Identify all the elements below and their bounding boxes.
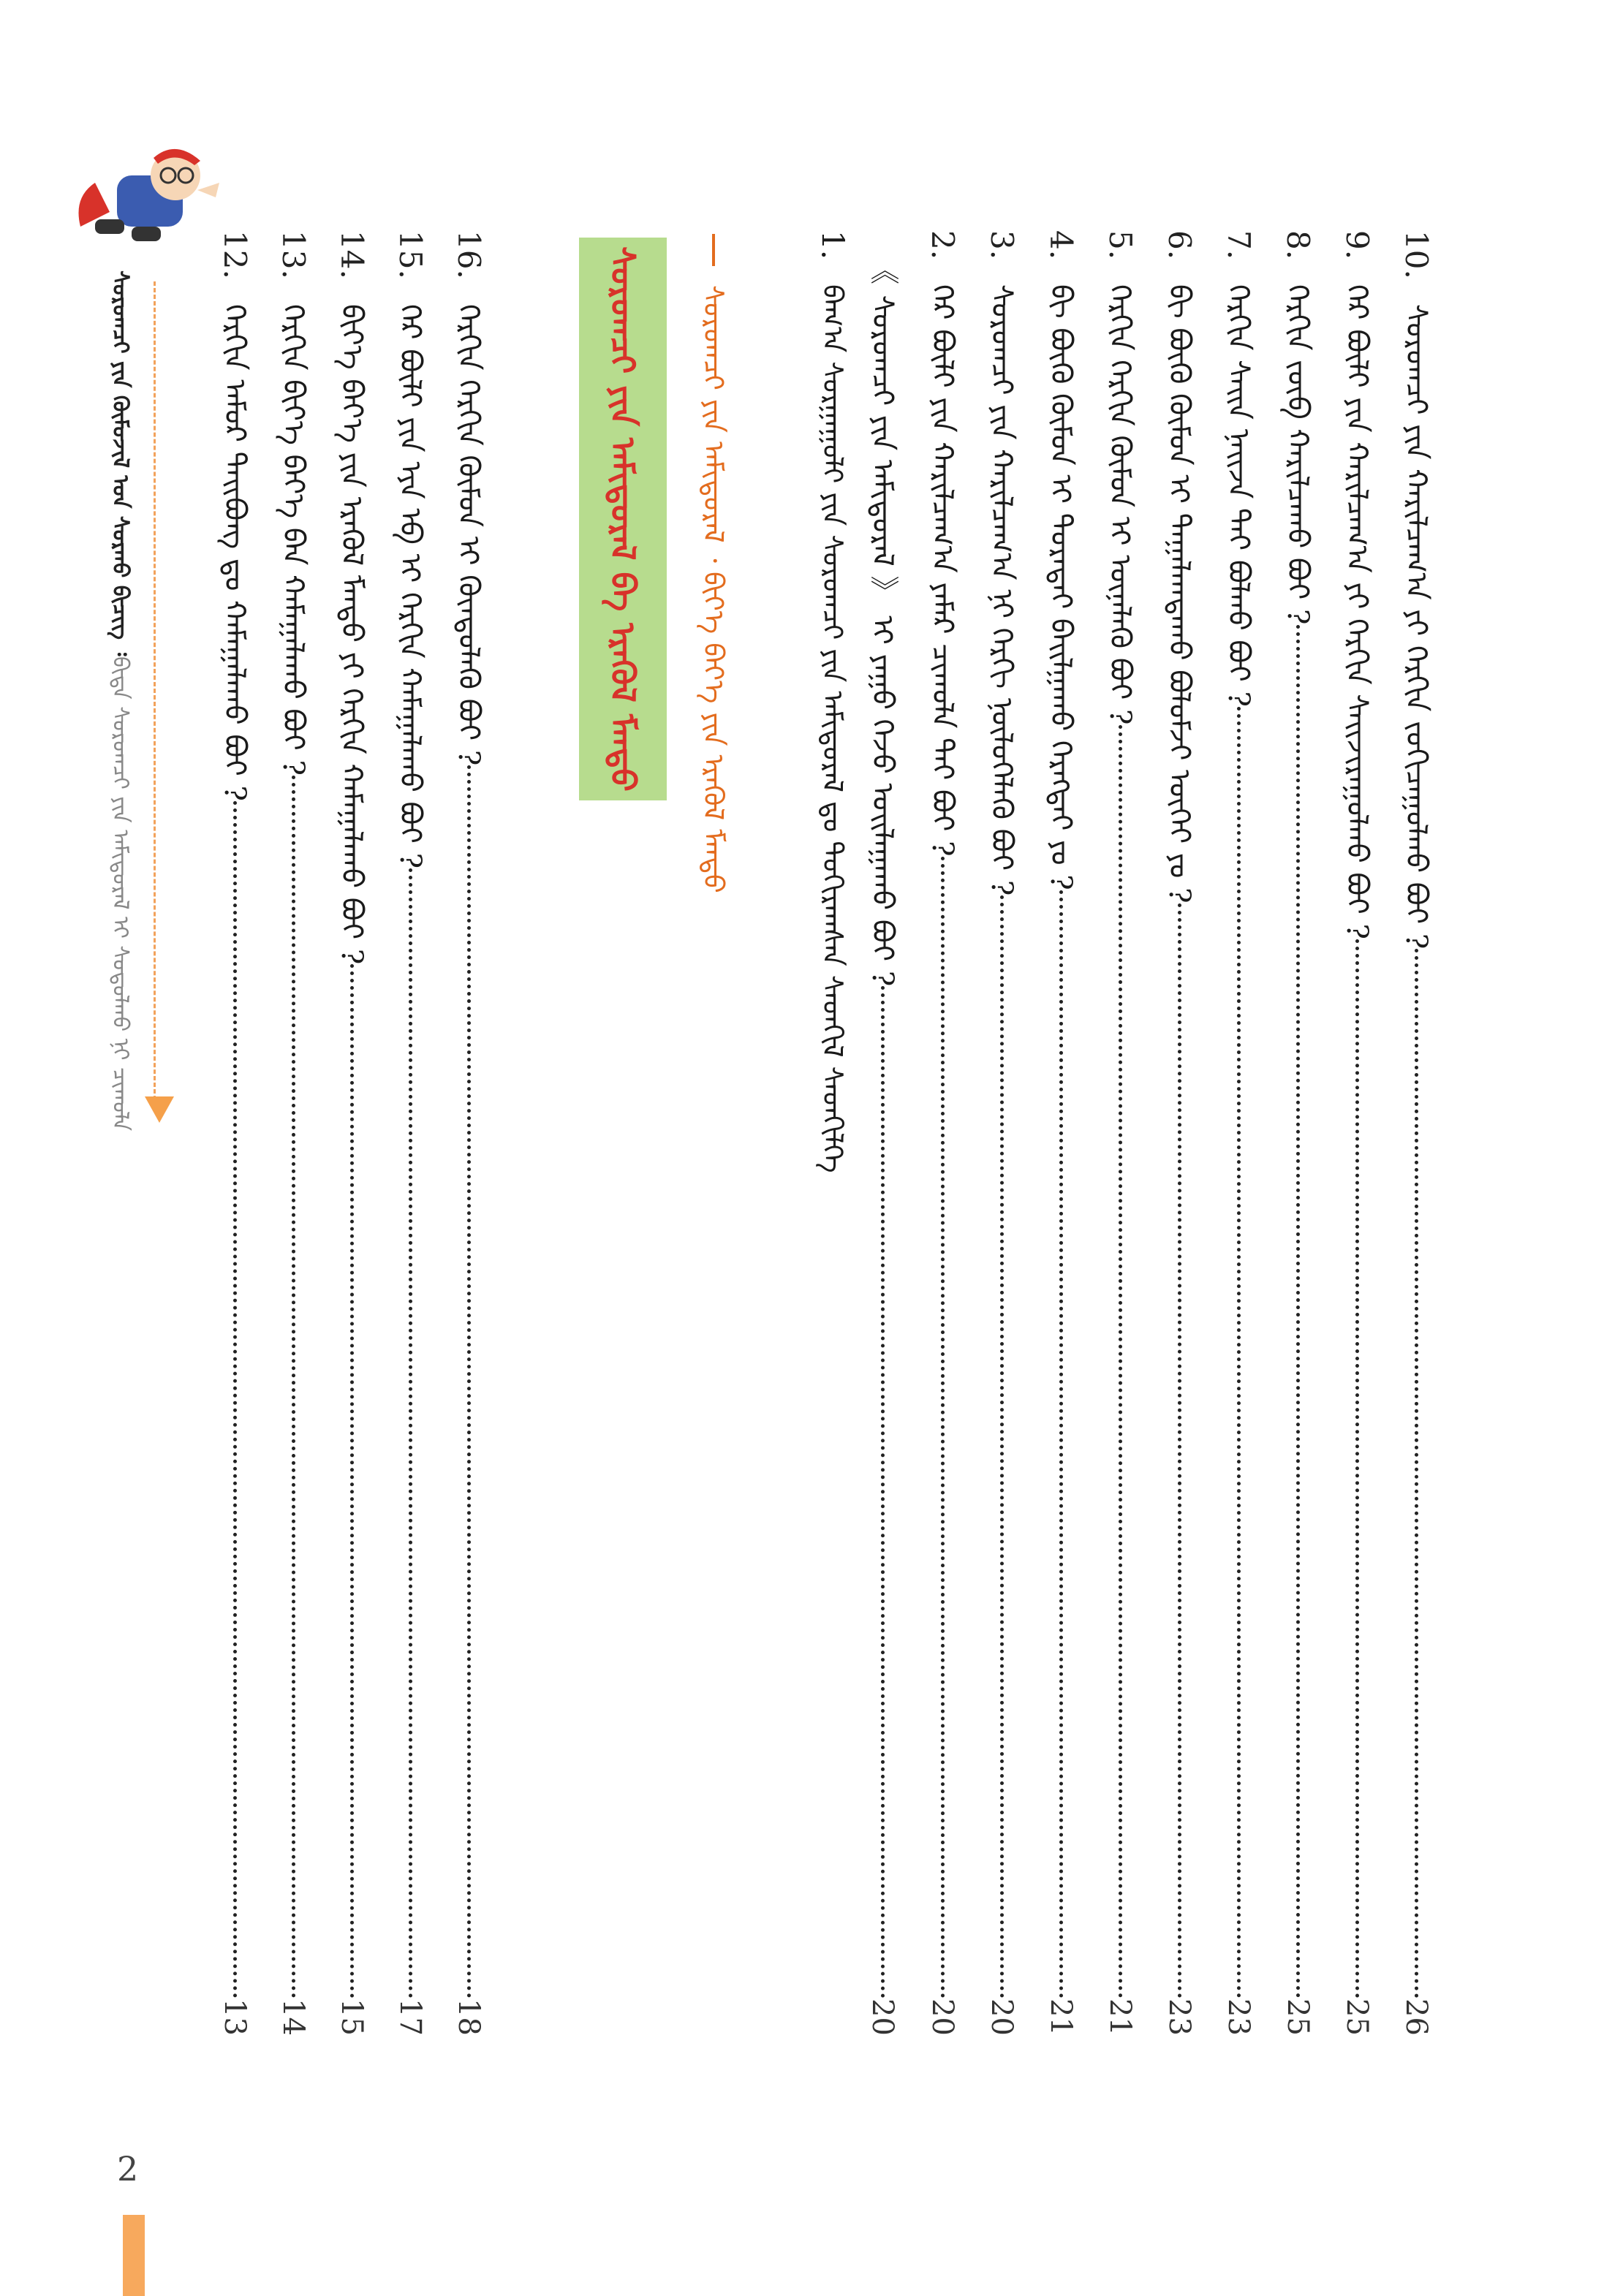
arrow-icon: [145, 1096, 174, 1123]
toc-item[interactable]: 《 ᠰᠤᠷᠤᠭᠴᠢ ᠶᠢᠨ ᠠᠮᠢᠳᠤᠷᠠᠯ 》 ᠢ ᠶᠠᠭᠤ ᠭᠡᠵᠦ ᠣᠢᠯᠠᠭᠠᠬᠤ ᠪᠤᠢ ? 20: [866, 255, 899, 2036]
leader-dots: [881, 986, 885, 1998]
section-title-box: [579, 238, 667, 800]
page-number: 2: [117, 2149, 139, 2189]
toc-item[interactable]: 6. ᠪᠢ ᠪᠦᠬᠦ ᠬᠦᠮᠦᠨ ᠢ ᠲᠠᠭᠠᠯᠠᠭᠳᠠᠬᠤ ᠪᠣᠯᠤᠮᠵᠢ ᠦᠭᠡᠢ ᠶᠤ ? 23: [1162, 230, 1198, 2036]
toc-item[interactable]: 4. ᠪᠢ ᠪᠦᠬᠦ ᠬᠦᠮᠦᠨ ᠢ ᠳᠤᠷᠠᠲᠠᠢ ᠪᠠᠢᠯᠭᠠᠬᠤ ᠬᠡᠷᠡᠭᠲᠡᠢ ᠶᠤ ? 21: [1043, 230, 1079, 2036]
toc-item[interactable]: 1. ᠪᠠᠭ᠎ᠠ ᠰᠤᠷᠭᠠᠭᠤᠯᠢ ᠶᠢᠨ ᠰᠤᠷᠤᠭᠴᠢ ᠶᠢᠨ ᠠᠮᠢᠳᠤᠷᠠᠯ ᠳᠤ ᠲᠣᠬᠢᠷᠠᠭᠰᠠᠨ ᠰᠡᠳᠬᠢᠯ ᠰᠡᠳᠬᠢᠯᠭᠡ: [814, 230, 851, 1173]
toc-item[interactable]: 7. ᠬᠡᠷᠬᠢᠨ ᠰᠠᠢᠨ ᠨᠠᠢᠵᠠ ᠲᠠᠢ ᠪᠣᠯᠬᠤ ᠪᠤᠢ ? 23: [1221, 230, 1257, 2036]
dashed-guide-line: [154, 281, 156, 1100]
section-subtitle: ᠰᠤᠷᠤᠭᠴᠢ ᠶᠢᠨ ᠠᠮᠢᠳᠤᠷᠠᠯ ᠂ ᠪᠢᠶ᠎ᠡ ᠪᠡᠶ᠎ᠡ ᠶᠢᠨ ᠡᠷᠡᠭᠦᠯ ᠮᠡᠨᠳᠦ: [680, 234, 747, 1038]
leader-dots: [1178, 903, 1181, 1998]
leader-dots: [941, 857, 945, 1998]
toc-item[interactable]: 3. ᠰᠤᠷᠤᠭᠴᠢ ᠶᠢᠨ ᠬᠠᠷᠢᠯᠴᠠᠭ᠎ᠠ ᠨᠢ ᠬᠡᠷᠬᠢ ᠨᠥᠯᠦᠭᠡᠯᠡᠬᠦ ᠪᠤᠢ ? 20: [984, 230, 1020, 2036]
toc-item[interactable]: 12. ᠬᠡᠷᠬᠢᠨ ᠠᠮᠤᠷ ᠲᠠᠢᠪᠤᠩ ᠳᠤ ᠬᠠᠮᠠᠭᠠᠯᠠᠬᠤ ᠪᠤᠢ ? 13: [217, 230, 253, 2036]
leader-dots: [1415, 949, 1418, 1998]
leader-dots: [409, 868, 412, 1998]
leader-dots: [350, 964, 354, 1998]
page-tab: [123, 2215, 145, 2296]
subtitle-dash: [712, 234, 715, 266]
section-title: ᠰᠤᠷᠤᠭᠴᠢ ᠶᠢᠨ ᠠᠮᠢᠳᠤᠷᠠᠯ ᠪᠠ ᠡᠷᠡᠭᠦᠯ ᠮᠡᠨᠳᠦ: [603, 246, 643, 792]
leader-dots: [233, 801, 237, 1998]
leader-dots: [1059, 890, 1063, 1998]
leader-dots: [1119, 725, 1122, 1999]
toc-item[interactable]: 10. ᠰᠤᠷᠤᠭᠴᠢ ᠶᠢᠨ ᠬᠠᠷᠢᠯᠴᠠᠭ᠎ᠠ ᠶᠢ ᠬᠡᠷᠬᠢᠨ ᠵᠣᠬᠢᠴᠠᠭᠤᠯᠬᠤ ᠪᠤᠢ ? 26: [1399, 230, 1434, 2036]
leader-dots: [1237, 707, 1241, 1998]
leader-dots: [1355, 939, 1359, 1998]
running-footer: ᠰᠤᠷᠤᠭᠴᠢ ᠶᠢᠨ ᠬᠦᠮᠦᠵᠢᠯ ᠤᠨ ᠰᠤᠷᠬᠤ ᠪᠢᠴᠢᠭ ᠄ ᠪᠢᠳᠡ ᠰᠤᠷᠤᠭᠴᠢ ᠶᠢᠨ ᠠᠮᠢᠳᠤᠷᠠᠯ ᠢ ᠰᠤᠳᠤᠯᠬᠤ ᠨᠢ ᠴᠢᠬᠤᠯᠠ: [107, 270, 133, 1131]
mascot-illustration: [66, 132, 227, 278]
toc-item[interactable]: 16. ᠬᠡᠷᠬᠢᠨ ᠬᠡᠷᠬᠢᠨ ᠬᠦᠮᠦᠨ ᠢ ᠬᠦᠨᠳᠦᠯᠡᠬᠦ ᠪᠤᠢ ? 18: [451, 230, 487, 2036]
leader-dots: [1296, 625, 1300, 1999]
leader-dots: [292, 776, 295, 1998]
leader-dots: [467, 765, 471, 1998]
toc-item[interactable]: 13. ᠬᠡᠷᠬᠢᠨ ᠪᠢᠶ᠎ᠡ ᠪᠡᠶ᠎ᠡ ᠪᠡᠨ ᠬᠠᠮᠠᠭᠠᠯᠠᠬᠤ ᠪᠤᠢ ? 14: [276, 230, 311, 2036]
toc-item[interactable]: 5. ᠬᠡᠷᠬᠢᠨ ᠬᠡᠷᠬᠢᠨ ᠬᠦᠮᠦᠨ ᠢ ᠦᠨᠡᠯᠡᠬᠦ ᠪᠤᠢ ? 21: [1102, 230, 1138, 2036]
toc-item[interactable]: 9. ᠭᠡᠷ ᠪᠦᠯᠢ ᠶᠢᠨ ᠬᠠᠷᠢᠯᠴᠠᠭ᠎ᠠ ᠶᠢ ᠬᠡᠷᠬᠢᠨ ᠰᠠᠢᠵᠢᠷᠠᠭᠤᠯᠬᠤ ᠪᠤᠢ ? 25: [1339, 230, 1375, 2036]
toc-item[interactable]: 14. ᠪᠢᠶ᠎ᠡ ᠪᠡᠶ᠎ᠡ ᠶᠢᠨ ᠡᠷᠡᠭᠦᠯ ᠮᠡᠨᠳᠦ ᠶᠢ ᠬᠡᠷᠬᠢᠨ ᠬᠠᠮᠠᠭᠠᠯᠠᠬᠤ ᠪᠤᠢ ? 15: [334, 230, 370, 2036]
toc-item[interactable]: 8. ᠬᠡᠷᠬᠢᠨ ᠵᠥᠪ ᠬᠠᠷᠢᠯᠴᠠᠬᠤ ᠪᠤᠢ ? 25: [1280, 230, 1316, 2036]
toc-item[interactable]: 15. ᠭᠡᠷ ᠪᠦᠯᠢ ᠶᠢᠨ ᠡᠶᠡ ᠡᠪ ᠢ ᠬᠡᠷᠬᠢᠨ ᠬᠠᠮᠠᠭᠠᠯᠠᠬᠤ ᠪᠤᠢ ? 17: [393, 230, 428, 2036]
leader-dots: [1000, 895, 1004, 1998]
toc-item[interactable]: 2. ᠭᠡᠷ ᠪᠦᠯᠢ ᠶᠢᠨ ᠬᠠᠷᠢᠯᠴᠠᠭ᠎ᠠ ᠶᠠᠮᠠᠷ ᠴᠢᠬᠤᠯᠠ ᠲᠠᠢ ᠪᠤᠢ ? 20: [925, 230, 961, 2036]
